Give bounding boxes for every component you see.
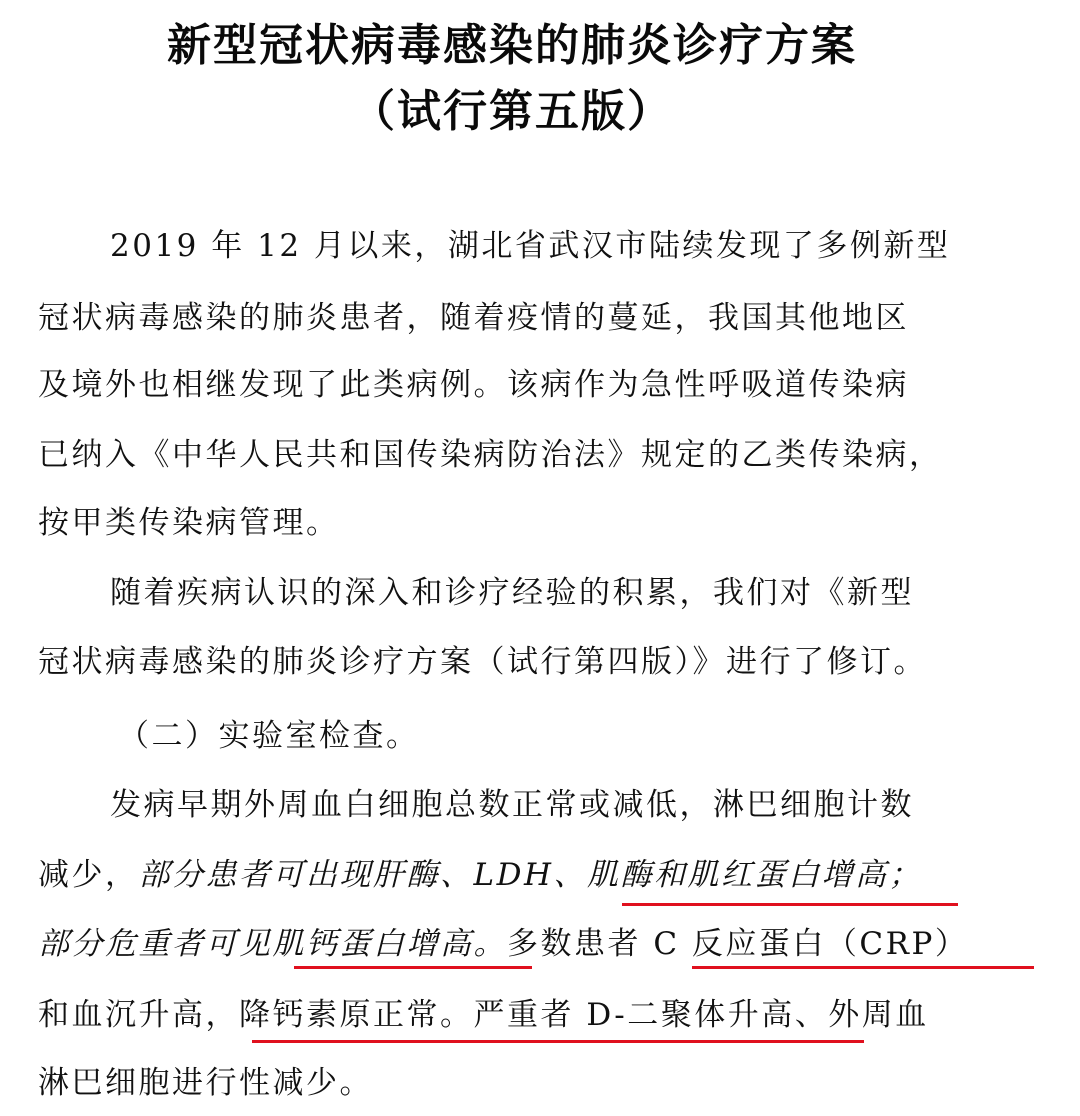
paragraph-3-line-2-plain: 减少，: [38, 857, 139, 893]
document-subtitle: （试行第五版）: [351, 86, 673, 137]
paragraph-3-line-1: 发病早期外周血白细胞总数正常或减低，淋巴细胞计数: [110, 787, 914, 823]
paragraph-3-line-3: [38, 924, 968, 964]
section-heading: （二）实验室检查。: [118, 718, 420, 754]
underline-highlight-2: [294, 966, 532, 969]
paragraph-3-line-3-plain: 多数患者 C 反应蛋白（CRP）: [507, 926, 969, 962]
underline-highlight-1: [622, 903, 958, 906]
paragraph-2-line-1: 随着疾病认识的深入和诊疗经验的积累，我们对《新型: [110, 575, 914, 611]
paragraph-3-line-5: 淋巴细胞进行性减少。: [38, 1065, 373, 1101]
paragraph-1-line-2: 冠状病毒感染的肺炎患者，随着疫情的蔓延，我国其他地区: [38, 300, 909, 336]
paragraph-2-line-2: 冠状病毒感染的肺炎诊疗方案（试行第四版）》进行了修订。: [38, 644, 927, 680]
underline-highlight-3: [692, 966, 1034, 969]
paragraph-1-line-1: 2019 年 12 月以来，湖北省武汉市陆续发现了多例新型: [110, 228, 951, 264]
paragraph-1-line-3: 及境外也相继发现了此类病例。该病作为急性呼吸道传染病: [38, 367, 909, 403]
paragraph-3-line-2: [38, 855, 922, 895]
paragraph-3-line-3-italic: 部分危重者可见肌钙蛋白增高。: [38, 926, 507, 962]
underline-highlight-4: [252, 1040, 864, 1043]
document-title: 新型冠状病毒感染的肺炎诊疗方案: [167, 20, 857, 71]
paragraph-3-line-4: 和血沉升高，降钙素原正常。严重者 D-二聚体升高、外周血: [38, 997, 929, 1033]
paragraph-1-line-4: 已纳入《中华人民共和国传染病防治法》规定的乙类传染病，: [38, 437, 943, 473]
paragraph-1-line-5: 按甲类传染病管理。: [38, 505, 340, 541]
paragraph-3-line-2-italic: 部分患者可出现肝酶、LDH、肌酶和肌红蛋白增高；: [138, 857, 922, 893]
